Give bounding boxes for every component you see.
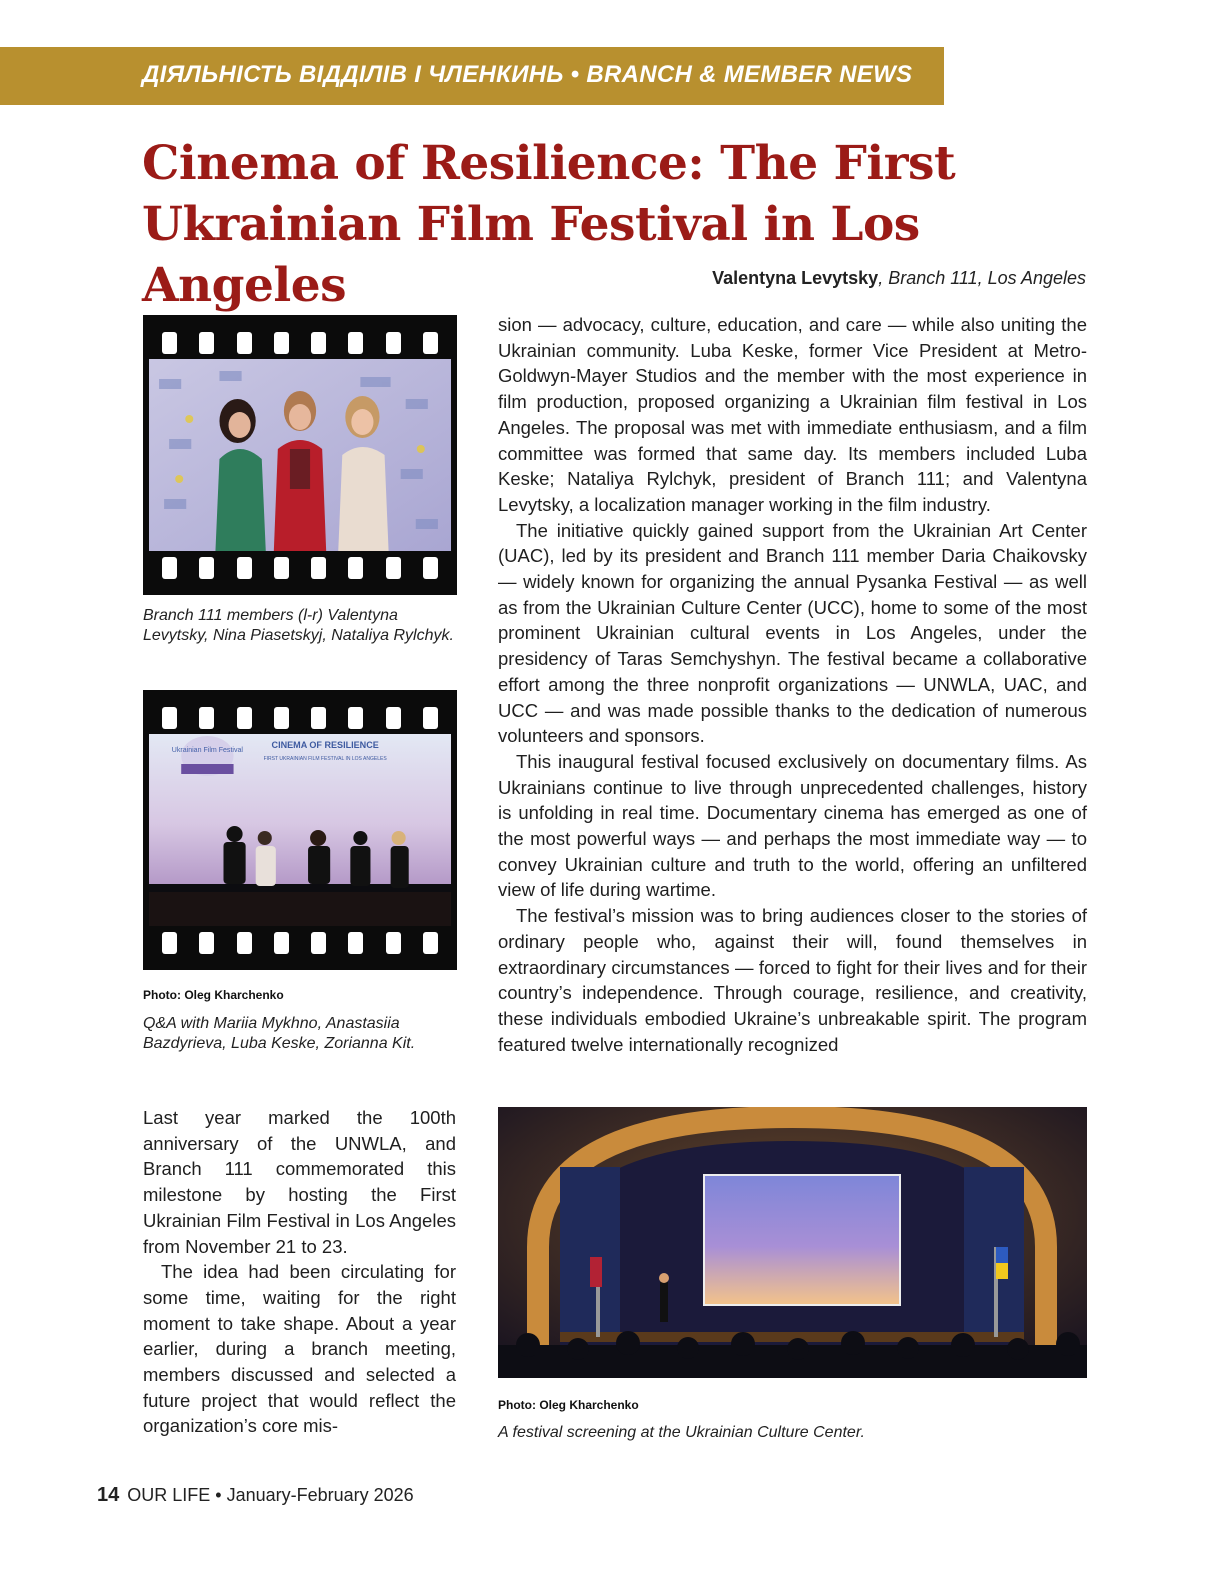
paragraph: sion — advocacy, culture, education, and care — while also uniting the Ukrainian community. Luba Keske, former Vice President at Metro-Goldwyn-Mayer Studios and the member with the most experience in film production, proposed organizing a Ukrainian film festival in Los Angeles. The proposal was met with immediate enthusiasm, and a film committee was formed that same day. Its members included Luba Keske; Nataliya Rylchyk, president of Branch 111; and Valentyna Levytsky, a localization manager working in the film industry. [498,314,1087,515]
screen-subtitle-text: FIRST UKRAINIAN FILM FESTIVAL IN LOS ANGELES [263,756,387,762]
film-perforations-top [143,331,457,355]
page-number: 14 [97,1484,120,1506]
photo-frame-1 [143,315,457,595]
byline [712,268,1086,289]
photo-frame-2 [143,690,457,970]
right-column-text [498,312,1087,1057]
screen-title-text: CINEMA OF RESILIENCE [271,740,379,750]
photo-3-caption: A festival screening at the Ukrainian Culture Center. [498,1424,865,1441]
paragraph: Last year marked the 100th anniversary of the UNWLA, and Branch 111 commemorated this milestone by hosting the First Ukrainian Film Festival in Los Angeles from November 21 to 23. [143,1107,456,1257]
photo-1-caption: Branch 111 members (l-r) Valentyna Levytsky, Nina Piasetskyj, Nataliya Rylchyk. [143,607,454,644]
film-perforations-top [143,706,457,730]
film-perforations-bottom [143,931,457,955]
film-perforations-bottom [143,556,457,580]
photo-2-credit: Photo: Oleg Kharchenko [143,988,284,1002]
photo-qa-session [149,734,451,926]
photo-2-caption: Q&A with Mariia Mykhno, Anastasiia Bazdyrieva, Luba Keske, Zorianna Kit. [143,1015,416,1052]
photo-festival-screening [498,1107,1087,1378]
paragraph: This inaugural festival focused exclusively on documentary films. As Ukrainians continue to live through unprecedented challenges, history is unfolding in real time. Documentary cinema has emerged as one of the most powerful ways — and perhaps the most immediate way — to convey Ukrainian culture and truth to the world, offering an unfiltered view of life during wartime. [498,750,1087,901]
section-banner [0,47,944,105]
left-column-text [143,1105,456,1439]
paragraph: The festival’s mission was to bring audiences closer to the stories of ordinary people who, against their will, found themselves in extraordinary circumstances — forced to fight for their lives and for their country’s independence. Through courage, resilience, and creativity, these individuals embodied Ukraine’s unbreakable spirit. The program featured twelve internationally recognized [498,905,1087,1055]
section-banner-label: ДІЯЛЬНІСТЬ ВІДДІЛІВ І ЧЛЕНКИНЬ • BRANCH & MEMBER NEWS [142,61,913,88]
publication-info: OUR LIFE • January-February 2026 [127,1485,414,1505]
screen-logo-text: Ukrainian Film Festival [171,747,243,754]
paragraph: The idea had been circulating for some time, waiting for the right moment to take shape. About a year earlier, during a branch meeting, members discussed and selected a future project that would reflect the organization’s core mis- [143,1261,456,1437]
author-name: Valentyna Levytsky [712,268,879,288]
photo-branch-members [149,359,451,551]
article-title: Cinema of Resilience: The First Ukrainian Film Festival in Los Angeles [142,136,956,313]
paragraph: The initiative quickly gained support from the Ukrainian Art Center (UAC), led by its president and Branch 111 member Daria Chaikovsky — widely known for organizing the annual Pysanka Festival — as well as from the Ukrainian Culture Center (UCC), home to some of the most prominent Ukrainian cultural events in Los Angeles, under the presidency of Taras Semchyshyn. The festival became a collaborative effort among the three nonprofit organizations — UNWLA, UAC, and UCC — and was made possible thanks to the dedication of numerous volunteers and sponsors. [498,519,1087,747]
author-affiliation: , Branch 111, Los Angeles [878,268,1086,288]
photo-3-credit: Photo: Oleg Kharchenko [498,1398,639,1412]
page-footer [97,1484,414,1507]
